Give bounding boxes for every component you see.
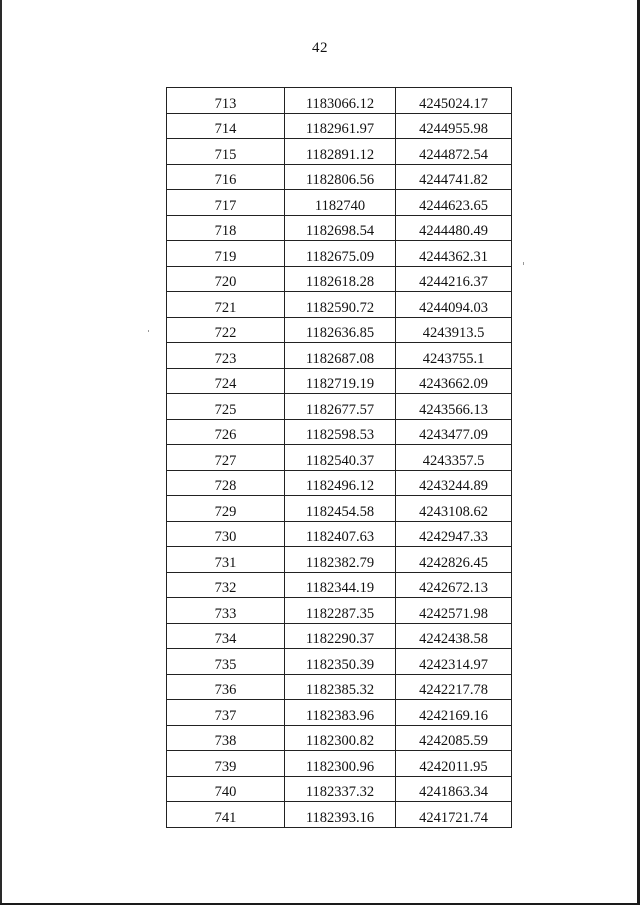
table-row [167, 317, 512, 343]
table-row [167, 113, 512, 139]
x-coordinate-cell: 1182961.97 [285, 113, 396, 139]
x-coordinate-cell: 1182350.39 [285, 649, 396, 675]
y-coordinate-cell: 4241863.34 [396, 776, 512, 802]
scan-edge-left [0, 0, 2, 905]
coordinates-table-container [166, 87, 511, 828]
y-coordinate-cell: 4244480.49 [396, 215, 512, 241]
table-row [167, 190, 512, 216]
x-coordinate-cell: 1182698.54 [285, 215, 396, 241]
x-coordinate-cell: 1182393.16 [285, 802, 396, 828]
point-number-cell: 722 [167, 317, 285, 343]
y-coordinate-cell: 4242217.78 [396, 674, 512, 700]
y-coordinate-cell: 4243662.09 [396, 368, 512, 394]
y-coordinate-cell: 4242169.16 [396, 700, 512, 726]
table-row [167, 266, 512, 292]
table-row [167, 292, 512, 318]
table-row [167, 496, 512, 522]
table-row [167, 598, 512, 624]
point-number-cell: 717 [167, 190, 285, 216]
point-number-cell: 727 [167, 445, 285, 471]
x-coordinate-cell: 1182344.19 [285, 572, 396, 598]
y-coordinate-cell: 4243913.5 [396, 317, 512, 343]
x-coordinate-cell: 1182454.58 [285, 496, 396, 522]
point-number-cell: 738 [167, 725, 285, 751]
x-coordinate-cell: 1182687.08 [285, 343, 396, 369]
y-coordinate-cell: 4242438.58 [396, 623, 512, 649]
table-row [167, 623, 512, 649]
x-coordinate-cell: 1182385.32 [285, 674, 396, 700]
scan-speck [523, 262, 524, 265]
x-coordinate-cell: 1182636.85 [285, 317, 396, 343]
x-coordinate-cell: 1182382.79 [285, 547, 396, 573]
y-coordinate-cell: 4243244.89 [396, 470, 512, 496]
table-row [167, 521, 512, 547]
point-number-cell: 737 [167, 700, 285, 726]
y-coordinate-cell: 4244741.82 [396, 164, 512, 190]
table-row [167, 649, 512, 675]
table-row [167, 470, 512, 496]
x-coordinate-cell: 1182407.63 [285, 521, 396, 547]
point-number-cell: 725 [167, 394, 285, 420]
x-coordinate-cell: 1182740 [285, 190, 396, 216]
point-number-cell: 721 [167, 292, 285, 318]
point-number-cell: 734 [167, 623, 285, 649]
table-row [167, 164, 512, 190]
table-row [167, 674, 512, 700]
point-number-cell: 718 [167, 215, 285, 241]
x-coordinate-cell: 1182719.19 [285, 368, 396, 394]
y-coordinate-cell: 4243566.13 [396, 394, 512, 420]
x-coordinate-cell: 1182590.72 [285, 292, 396, 318]
point-number-cell: 719 [167, 241, 285, 267]
y-coordinate-cell: 4242011.95 [396, 751, 512, 777]
y-coordinate-cell: 4242826.45 [396, 547, 512, 573]
table-row [167, 343, 512, 369]
x-coordinate-cell: 1182496.12 [285, 470, 396, 496]
point-number-cell: 735 [167, 649, 285, 675]
y-coordinate-cell: 4244094.03 [396, 292, 512, 318]
table-row [167, 725, 512, 751]
y-coordinate-cell: 4244623.65 [396, 190, 512, 216]
x-coordinate-cell: 1182337.32 [285, 776, 396, 802]
point-number-cell: 736 [167, 674, 285, 700]
x-coordinate-cell: 1182290.37 [285, 623, 396, 649]
scan-speck [148, 330, 149, 332]
x-coordinate-cell: 1183066.12 [285, 88, 396, 114]
point-number-cell: 740 [167, 776, 285, 802]
point-number-cell: 741 [167, 802, 285, 828]
y-coordinate-cell: 4241721.74 [396, 802, 512, 828]
table-row [167, 802, 512, 828]
y-coordinate-cell: 4243357.5 [396, 445, 512, 471]
table-row [167, 419, 512, 445]
x-coordinate-cell: 1182675.09 [285, 241, 396, 267]
y-coordinate-cell: 4244955.98 [396, 113, 512, 139]
point-number-cell: 720 [167, 266, 285, 292]
table-row [167, 751, 512, 777]
point-number-cell: 716 [167, 164, 285, 190]
coordinates-table-body [167, 88, 512, 828]
x-coordinate-cell: 1182598.53 [285, 419, 396, 445]
y-coordinate-cell: 4244216.37 [396, 266, 512, 292]
y-coordinate-cell: 4243108.62 [396, 496, 512, 522]
point-number-cell: 729 [167, 496, 285, 522]
x-coordinate-cell: 1182891.12 [285, 139, 396, 165]
point-number-cell: 713 [167, 88, 285, 114]
point-number-cell: 715 [167, 139, 285, 165]
table-row [167, 368, 512, 394]
point-number-cell: 739 [167, 751, 285, 777]
point-number-cell: 723 [167, 343, 285, 369]
x-coordinate-cell: 1182287.35 [285, 598, 396, 624]
table-row [167, 547, 512, 573]
x-coordinate-cell: 1182300.82 [285, 725, 396, 751]
table-row [167, 445, 512, 471]
x-coordinate-cell: 1182618.28 [285, 266, 396, 292]
x-coordinate-cell: 1182383.96 [285, 700, 396, 726]
y-coordinate-cell: 4245024.17 [396, 88, 512, 114]
table-row [167, 394, 512, 420]
y-coordinate-cell: 4244362.31 [396, 241, 512, 267]
point-number-cell: 728 [167, 470, 285, 496]
page-number: 42 [312, 40, 328, 56]
y-coordinate-cell: 4243755.1 [396, 343, 512, 369]
point-number-cell: 733 [167, 598, 285, 624]
point-number-cell: 726 [167, 419, 285, 445]
y-coordinate-cell: 4244872.54 [396, 139, 512, 165]
table-row [167, 241, 512, 267]
x-coordinate-cell: 1182300.96 [285, 751, 396, 777]
point-number-cell: 732 [167, 572, 285, 598]
x-coordinate-cell: 1182806.56 [285, 164, 396, 190]
point-number-cell: 724 [167, 368, 285, 394]
y-coordinate-cell: 4242571.98 [396, 598, 512, 624]
point-number-cell: 730 [167, 521, 285, 547]
table-row [167, 572, 512, 598]
table-row [167, 139, 512, 165]
table-row [167, 88, 512, 114]
y-coordinate-cell: 4242085.59 [396, 725, 512, 751]
point-number-cell: 714 [167, 113, 285, 139]
table-row [167, 215, 512, 241]
coordinates-table [166, 87, 512, 828]
x-coordinate-cell: 1182677.57 [285, 394, 396, 420]
x-coordinate-cell: 1182540.37 [285, 445, 396, 471]
y-coordinate-cell: 4242314.97 [396, 649, 512, 675]
y-coordinate-cell: 4242672.13 [396, 572, 512, 598]
table-row [167, 776, 512, 802]
table-row [167, 700, 512, 726]
y-coordinate-cell: 4242947.33 [396, 521, 512, 547]
y-coordinate-cell: 4243477.09 [396, 419, 512, 445]
point-number-cell: 731 [167, 547, 285, 573]
